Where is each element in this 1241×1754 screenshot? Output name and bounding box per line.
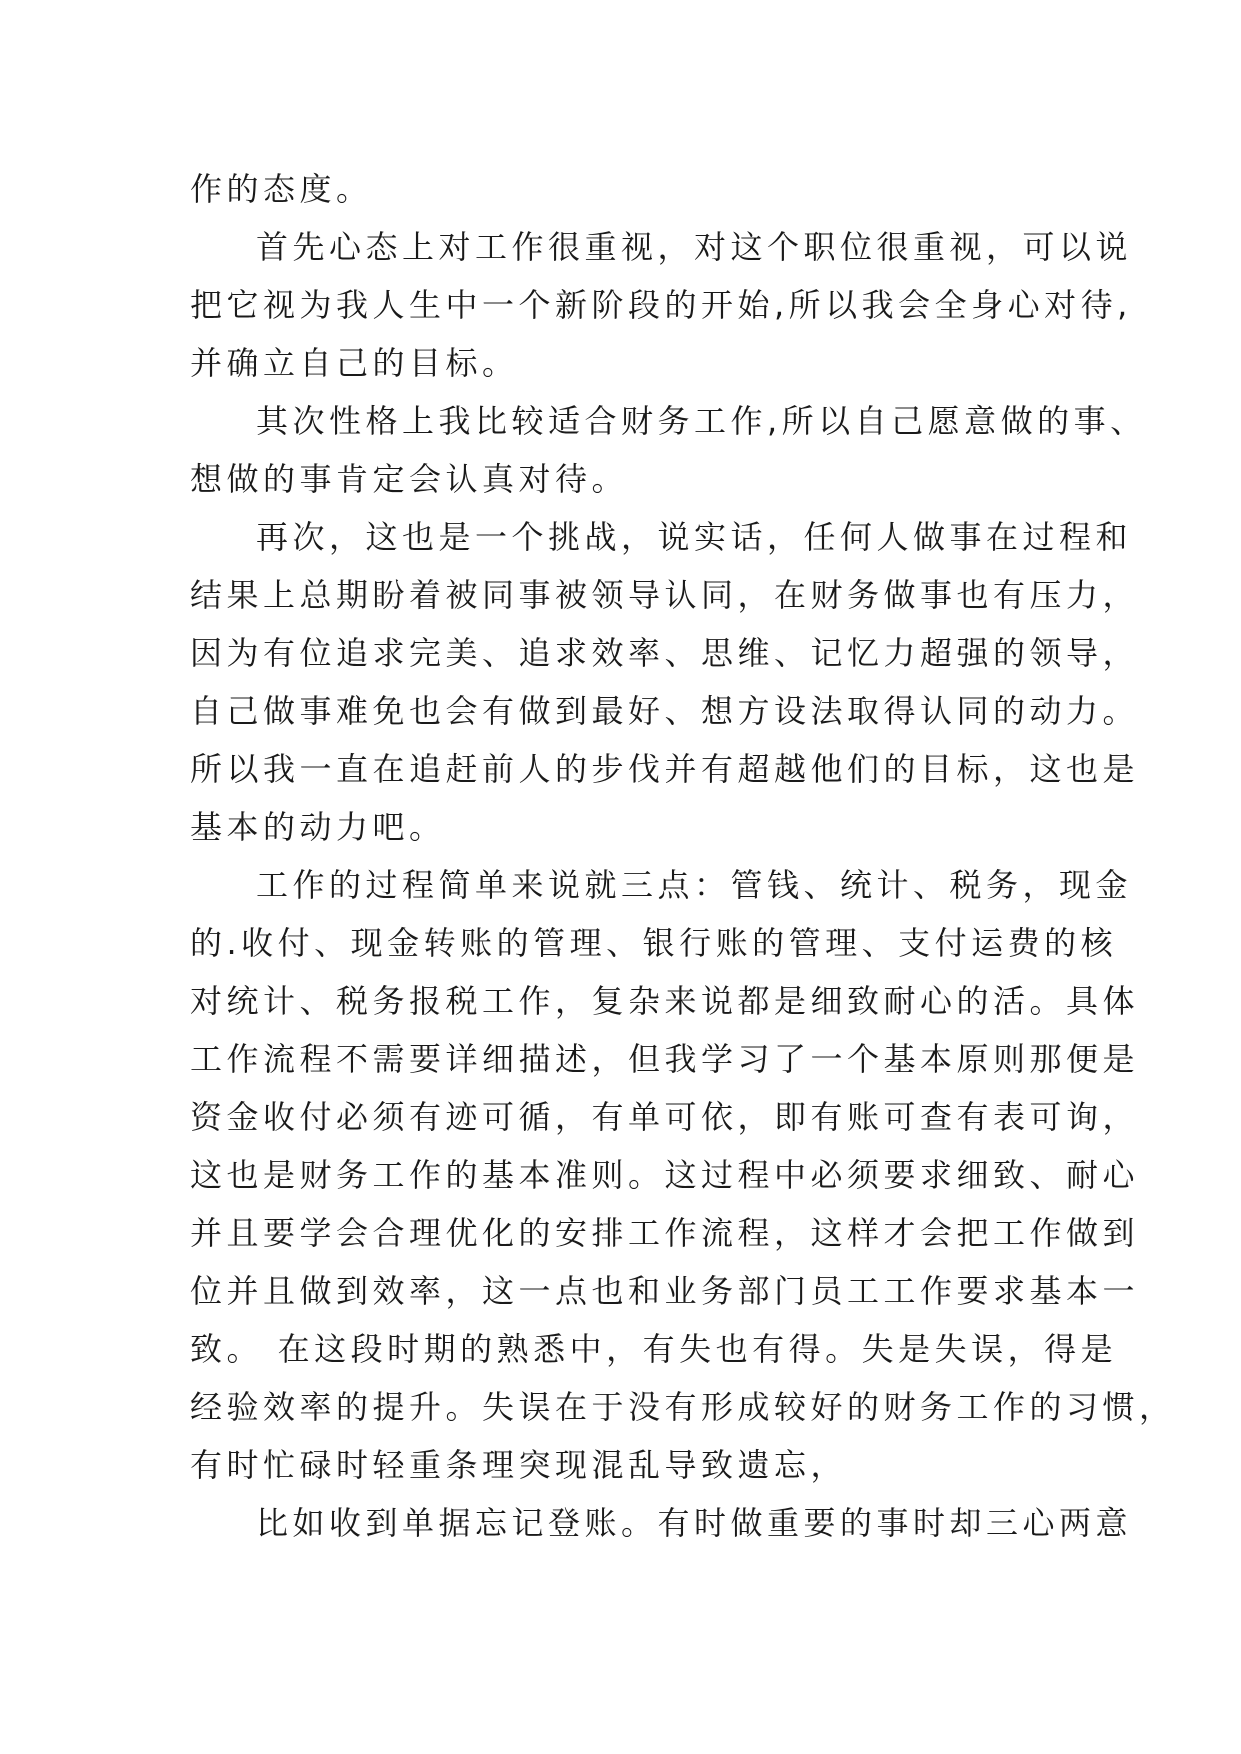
text-line: 对统计、税务报税工作，复杂来说都是细致耐心的活。具体 <box>190 982 1140 1020</box>
body-text <box>190 160 1176 1552</box>
text-line: 把它视为我人生中一个新阶段的开始,所以我会全身心对待, <box>190 286 1132 324</box>
text-line: 基本的动力吧。 <box>190 808 446 846</box>
text-line: 其次性格上我比较适合财务工作,所以自己愿意做的事、 <box>256 402 1147 440</box>
text-line: 工作的过程简单来说就三点：管钱、统计、税务，现金 <box>256 866 1133 904</box>
text-line: 经验效率的提升。失误在于没有形成较好的财务工作的习惯， <box>190 1388 1176 1426</box>
text-line: 工作流程不需要详细描述，但我学习了一个基本原则那便是 <box>190 1040 1140 1078</box>
text-line: 自己做事难免也会有做到最好、想方设法取得认同的动力。 <box>190 692 1140 730</box>
text-line: 首先心态上对工作很重视，对这个职位很重视，可以说 <box>256 228 1133 266</box>
text-line: 比如收到单据忘记登账。有时做重要的事时却三心两意 <box>256 1504 1133 1542</box>
text-line: 并确立自己的目标。 <box>190 344 519 382</box>
text-line: 资金收付必须有迹可循，有单可依，即有账可查有表可询， <box>190 1098 1140 1136</box>
text-line: 这也是财务工作的基本准则。这过程中必须要求细致、耐心 <box>190 1156 1140 1194</box>
text-line: 的.收付、现金转账的管理、银行账的管理、支付运费的核 <box>190 924 1118 962</box>
text-line: 所以我一直在追赶前人的步伐并有超越他们的目标，这也是 <box>190 750 1140 788</box>
text-line: 并且要学会合理优化的安排工作流程，这样才会把工作做到 <box>190 1214 1140 1252</box>
text-line: 作的态度。 <box>190 170 373 208</box>
text-line: 因为有位追求完美、追求效率、思维、记忆力超强的领导， <box>190 634 1140 672</box>
text-line: 再次，这也是一个挑战，说实话，任何人做事在过程和 <box>256 518 1133 556</box>
text-line: 位并且做到效率，这一点也和业务部门员工工作要求基本一 <box>190 1272 1140 1310</box>
text-line: 结果上总期盼着被同事被领导认同，在财务做事也有压力， <box>190 576 1140 614</box>
text-line: 致。 在这段时期的熟悉中，有失也有得。失是失误，得是 <box>190 1330 1118 1368</box>
text-line: 有时忙碌时轻重条理突现混乱导致遗忘， <box>190 1446 848 1484</box>
text-line: 想做的事肯定会认真对待。 <box>190 460 629 498</box>
